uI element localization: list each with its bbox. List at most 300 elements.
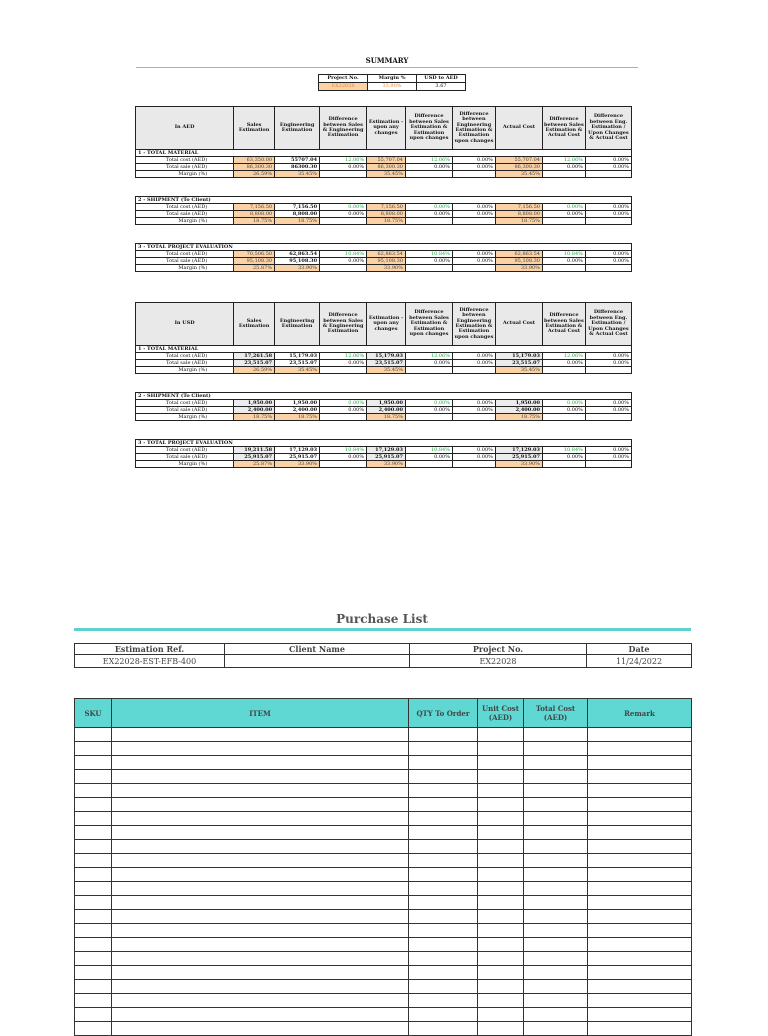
purchase-cell[interactable] bbox=[524, 1008, 588, 1022]
cell-value[interactable]: 0.00% bbox=[585, 211, 631, 218]
purchase-cell[interactable] bbox=[478, 882, 524, 896]
purchase-cell[interactable] bbox=[409, 826, 478, 840]
cell-value[interactable]: 1,950.00 bbox=[367, 400, 406, 407]
cell-value[interactable] bbox=[452, 367, 495, 374]
purchase-cell[interactable] bbox=[409, 798, 478, 812]
cell-value[interactable]: 35.45% bbox=[275, 367, 320, 374]
cell-value[interactable] bbox=[585, 265, 631, 272]
purchase-cell[interactable] bbox=[524, 910, 588, 924]
cell-value[interactable]: 0.00% bbox=[452, 454, 495, 461]
purchase-cell[interactable] bbox=[524, 826, 588, 840]
purchase-cell[interactable] bbox=[524, 728, 588, 742]
cell-value[interactable]: 86300.30 bbox=[275, 164, 320, 171]
purchase-cell[interactable] bbox=[75, 966, 112, 980]
purchase-cell[interactable] bbox=[112, 728, 409, 742]
cell-value[interactable]: 0.00% bbox=[452, 353, 495, 360]
cell-value[interactable]: 33.90% bbox=[367, 461, 406, 468]
purchase-cell[interactable] bbox=[112, 952, 409, 966]
cell-value[interactable]: 10.84% bbox=[405, 251, 452, 258]
cell-value[interactable]: 7,156.50 bbox=[275, 204, 320, 211]
purchase-cell[interactable] bbox=[588, 728, 692, 742]
cell-value[interactable]: 0.00% bbox=[542, 211, 585, 218]
purchase-cell[interactable] bbox=[478, 812, 524, 826]
purchase-cell[interactable] bbox=[75, 952, 112, 966]
cell-value[interactable]: 0.00% bbox=[585, 447, 631, 454]
cell-value[interactable] bbox=[542, 218, 585, 225]
cell-value[interactable]: 0.00% bbox=[585, 454, 631, 461]
purchase-cell[interactable] bbox=[409, 756, 478, 770]
cell-value[interactable]: 26.59% bbox=[234, 171, 275, 178]
cell-value[interactable]: 2,400.00 bbox=[495, 407, 542, 414]
cell-value[interactable]: 0.00% bbox=[585, 407, 631, 414]
cell-value[interactable]: 25.87% bbox=[234, 265, 275, 272]
purchase-cell[interactable] bbox=[588, 896, 692, 910]
cell-value[interactable]: 18.75% bbox=[234, 414, 275, 421]
purchase-cell[interactable] bbox=[112, 798, 409, 812]
cell-value[interactable]: 10.84% bbox=[405, 447, 452, 454]
cell-value[interactable]: 33.90% bbox=[495, 265, 542, 272]
purchase-cell[interactable] bbox=[524, 938, 588, 952]
purchase-cell[interactable] bbox=[75, 728, 112, 742]
cell-value[interactable]: 0.00% bbox=[585, 353, 631, 360]
purchase-cell[interactable] bbox=[75, 854, 112, 868]
cell-value[interactable]: 0.00% bbox=[405, 164, 452, 171]
cell-value[interactable] bbox=[452, 171, 495, 178]
cell-value[interactable]: 12.06% bbox=[320, 157, 367, 164]
purchase-cell[interactable] bbox=[112, 924, 409, 938]
cell-value[interactable]: 0.00% bbox=[405, 204, 452, 211]
cell-value[interactable] bbox=[585, 367, 631, 374]
cell-value[interactable] bbox=[585, 414, 631, 421]
purchase-cell[interactable] bbox=[75, 770, 112, 784]
purchase-cell[interactable] bbox=[588, 980, 692, 994]
purchase-cell[interactable] bbox=[478, 868, 524, 882]
purchase-cell[interactable] bbox=[524, 896, 588, 910]
cell-value[interactable]: 0.00% bbox=[452, 251, 495, 258]
cell-value[interactable] bbox=[320, 265, 367, 272]
cell-value[interactable]: 0.00% bbox=[320, 204, 367, 211]
purchase-cell[interactable] bbox=[409, 728, 478, 742]
cell-value[interactable]: 33.90% bbox=[367, 265, 406, 272]
cell-value[interactable]: 0.00% bbox=[452, 157, 495, 164]
cell-value[interactable]: 33.90% bbox=[275, 461, 320, 468]
purchase-cell[interactable] bbox=[588, 784, 692, 798]
purchase-cell[interactable] bbox=[409, 952, 478, 966]
cell-value[interactable] bbox=[320, 414, 367, 421]
purchase-cell[interactable] bbox=[112, 994, 409, 1008]
purchase-cell[interactable] bbox=[588, 812, 692, 826]
purchase-cell[interactable] bbox=[478, 728, 524, 742]
purchase-cell[interactable] bbox=[112, 770, 409, 784]
purchase-cell[interactable] bbox=[409, 854, 478, 868]
cell-value[interactable]: 18.75% bbox=[367, 218, 406, 225]
cell-value[interactable]: 0.00% bbox=[585, 164, 631, 171]
purchase-cell[interactable] bbox=[588, 840, 692, 854]
cell-value[interactable]: 8,808.00 bbox=[367, 211, 406, 218]
cell-value[interactable]: 15,179.03 bbox=[275, 353, 320, 360]
cell-value[interactable]: 33.90% bbox=[495, 461, 542, 468]
purchase-cell[interactable] bbox=[588, 770, 692, 784]
cell-value[interactable]: 8,808.00 bbox=[234, 211, 275, 218]
cell-value[interactable]: 62,863.54 bbox=[495, 251, 542, 258]
cell-value[interactable]: 12.06% bbox=[405, 353, 452, 360]
purchase-cell[interactable] bbox=[588, 938, 692, 952]
purchase-cell[interactable] bbox=[112, 756, 409, 770]
cell-value[interactable]: 0.00% bbox=[405, 454, 452, 461]
cell-value[interactable]: 35.45% bbox=[367, 171, 406, 178]
purchase-cell[interactable] bbox=[588, 798, 692, 812]
purchase-cell[interactable] bbox=[478, 924, 524, 938]
info-value-project-no[interactable]: EX22028 bbox=[410, 655, 587, 668]
purchase-cell[interactable] bbox=[112, 966, 409, 980]
purchase-cell[interactable] bbox=[75, 826, 112, 840]
purchase-cell[interactable] bbox=[112, 812, 409, 826]
purchase-cell[interactable] bbox=[112, 980, 409, 994]
purchase-cell[interactable] bbox=[409, 966, 478, 980]
cell-value[interactable]: 35.45% bbox=[275, 171, 320, 178]
cell-value[interactable]: 1,950.00 bbox=[234, 400, 275, 407]
purchase-cell[interactable] bbox=[409, 812, 478, 826]
purchase-cell[interactable] bbox=[75, 882, 112, 896]
cell-value[interactable]: 35.45% bbox=[367, 367, 406, 374]
column-header: Difference between Sales Estimation & Estimation upon changes bbox=[405, 303, 452, 346]
purchase-cell[interactable] bbox=[478, 756, 524, 770]
info-value-date[interactable]: 11/24/2022 bbox=[587, 655, 692, 668]
purchase-cell[interactable] bbox=[524, 812, 588, 826]
purchase-cell[interactable] bbox=[409, 924, 478, 938]
purchase-cell[interactable] bbox=[75, 980, 112, 994]
purchase-cell[interactable] bbox=[478, 742, 524, 756]
cell-value[interactable] bbox=[542, 265, 585, 272]
cell-value[interactable]: 23,515.07 bbox=[495, 360, 542, 367]
purchase-cell[interactable] bbox=[478, 840, 524, 854]
cell-value[interactable]: 25,915.07 bbox=[367, 454, 406, 461]
purchase-cell[interactable] bbox=[409, 742, 478, 756]
purchase-cell[interactable] bbox=[75, 784, 112, 798]
purchase-cell[interactable] bbox=[478, 994, 524, 1008]
cell-value[interactable]: 0.00% bbox=[585, 400, 631, 407]
cell-value[interactable]: 23,515.07 bbox=[275, 360, 320, 367]
purchase-cell[interactable] bbox=[409, 770, 478, 784]
purchase-cell[interactable] bbox=[478, 910, 524, 924]
cell-value[interactable]: 0.00% bbox=[320, 400, 367, 407]
cell-value[interactable]: 7,156.50 bbox=[234, 204, 275, 211]
cell-value[interactable] bbox=[542, 367, 585, 374]
cell-value[interactable]: 25,915.07 bbox=[275, 454, 320, 461]
cell-value[interactable]: 0.00% bbox=[542, 258, 585, 265]
cell-value[interactable]: 25.87% bbox=[234, 461, 275, 468]
purchase-cell[interactable] bbox=[409, 784, 478, 798]
cell-value[interactable]: 0.00% bbox=[542, 400, 585, 407]
cell-value[interactable]: 35.45% bbox=[495, 171, 542, 178]
cell-value[interactable] bbox=[452, 218, 495, 225]
cell-value[interactable]: 18.75% bbox=[367, 414, 406, 421]
cell-value[interactable]: 95,108.30 bbox=[367, 258, 406, 265]
purchase-cell[interactable] bbox=[588, 966, 692, 980]
cell-value[interactable]: 0.00% bbox=[320, 454, 367, 461]
purchase-cell[interactable] bbox=[588, 854, 692, 868]
purchase-cell[interactable] bbox=[75, 812, 112, 826]
cell-value[interactable]: 10.84% bbox=[542, 447, 585, 454]
column-header: Engineering Estimation bbox=[275, 303, 320, 346]
cell-value[interactable] bbox=[405, 265, 452, 272]
cell-value[interactable]: 70,506.50 bbox=[234, 251, 275, 258]
cell-value[interactable]: 0.00% bbox=[320, 211, 367, 218]
cell-value[interactable]: 23,515.07 bbox=[234, 360, 275, 367]
cell-value[interactable]: 0.00% bbox=[585, 360, 631, 367]
purchase-cell[interactable] bbox=[75, 798, 112, 812]
cell-value[interactable] bbox=[320, 367, 367, 374]
cell-value[interactable]: 0.00% bbox=[405, 400, 452, 407]
info-value-client-name[interactable] bbox=[225, 655, 410, 668]
purchase-cell[interactable] bbox=[75, 742, 112, 756]
cell-value[interactable]: 18.75% bbox=[234, 218, 275, 225]
cell-value[interactable]: 0.00% bbox=[452, 258, 495, 265]
purchase-cell[interactable] bbox=[588, 756, 692, 770]
cell-value[interactable]: 0.00% bbox=[585, 204, 631, 211]
purchase-cell[interactable] bbox=[75, 896, 112, 910]
purchase-cell[interactable] bbox=[409, 896, 478, 910]
cell-value[interactable] bbox=[585, 218, 631, 225]
cell-value[interactable]: 0.00% bbox=[452, 447, 495, 454]
cell-value[interactable]: 86,300.30 bbox=[495, 164, 542, 171]
cell-value[interactable]: 10.84% bbox=[320, 251, 367, 258]
purchase-cell[interactable] bbox=[409, 938, 478, 952]
purchase-cell[interactable] bbox=[409, 868, 478, 882]
cell-value[interactable]: 0.00% bbox=[320, 258, 367, 265]
purchase-cell[interactable] bbox=[588, 742, 692, 756]
cell-value[interactable]: 12.06% bbox=[405, 157, 452, 164]
cell-value[interactable]: 7,156.50 bbox=[367, 204, 406, 211]
purchase-cell[interactable] bbox=[478, 770, 524, 784]
purchase-list-title: Purchase List bbox=[336, 612, 428, 626]
purchase-cell[interactable] bbox=[478, 938, 524, 952]
cell-value[interactable]: 55707.04 bbox=[275, 157, 320, 164]
cell-value[interactable]: 10.84% bbox=[320, 447, 367, 454]
cell-value[interactable]: 0.00% bbox=[452, 204, 495, 211]
cell-value[interactable]: 62,863.54 bbox=[275, 251, 320, 258]
purchase-cell[interactable] bbox=[478, 826, 524, 840]
cell-value[interactable]: 15,179.03 bbox=[495, 353, 542, 360]
cell-value[interactable]: 0.00% bbox=[452, 164, 495, 171]
cell-value[interactable] bbox=[452, 265, 495, 272]
cell-value[interactable]: 0.00% bbox=[452, 360, 495, 367]
cell-value[interactable]: 7,156.50 bbox=[495, 204, 542, 211]
cell-value[interactable]: 0.00% bbox=[585, 251, 631, 258]
purchase-cell[interactable] bbox=[75, 1008, 112, 1022]
cell-value[interactable]: 86,300.30 bbox=[367, 164, 406, 171]
cell-value[interactable] bbox=[542, 414, 585, 421]
purchase-cell[interactable] bbox=[588, 1008, 692, 1022]
purchase-cell[interactable] bbox=[588, 868, 692, 882]
cell-value[interactable]: 1,950.00 bbox=[495, 400, 542, 407]
cell-value[interactable]: 55,707.04 bbox=[367, 157, 406, 164]
purchase-cell[interactable] bbox=[112, 742, 409, 756]
cell-value[interactable]: 0.00% bbox=[405, 211, 452, 218]
cell-value[interactable] bbox=[585, 171, 631, 178]
cell-value[interactable]: 18.75% bbox=[275, 218, 320, 225]
cell-value[interactable]: 18.75% bbox=[275, 414, 320, 421]
cell-value[interactable] bbox=[542, 171, 585, 178]
cell-value[interactable]: 25,915.07 bbox=[495, 454, 542, 461]
purchase-cell[interactable] bbox=[478, 966, 524, 980]
purchase-cell[interactable] bbox=[75, 840, 112, 854]
purchase-cell[interactable] bbox=[524, 994, 588, 1008]
cell-value[interactable] bbox=[542, 461, 585, 468]
cell-value[interactable]: 95,108.30 bbox=[234, 258, 275, 265]
cell-value[interactable]: 1,950.00 bbox=[275, 400, 320, 407]
purchase-cell[interactable] bbox=[478, 896, 524, 910]
purchase-cell[interactable] bbox=[478, 798, 524, 812]
purchase-row bbox=[75, 980, 692, 994]
purchase-cell[interactable] bbox=[524, 966, 588, 980]
cell-value[interactable] bbox=[320, 218, 367, 225]
cell-value[interactable]: 0.00% bbox=[542, 407, 585, 414]
purchase-cell[interactable] bbox=[478, 980, 524, 994]
purchase-cell[interactable] bbox=[409, 882, 478, 896]
cell-value[interactable]: 95,108.30 bbox=[275, 258, 320, 265]
cell-value[interactable]: 0.00% bbox=[320, 164, 367, 171]
purchase-cell[interactable] bbox=[524, 784, 588, 798]
cell-value[interactable]: 17,129.03 bbox=[495, 447, 542, 454]
purchase-cell[interactable] bbox=[478, 952, 524, 966]
cell-value[interactable]: 0.00% bbox=[542, 454, 585, 461]
purchase-cell[interactable] bbox=[524, 868, 588, 882]
purchase-cell[interactable] bbox=[112, 854, 409, 868]
purchase-cell[interactable] bbox=[75, 924, 112, 938]
cell-value[interactable]: 0.00% bbox=[320, 360, 367, 367]
purchase-cell[interactable] bbox=[588, 882, 692, 896]
cell-value[interactable]: 0.00% bbox=[405, 360, 452, 367]
cell-value[interactable]: 17,129.03 bbox=[367, 447, 406, 454]
purchase-cell[interactable] bbox=[478, 784, 524, 798]
purchase-cell[interactable] bbox=[112, 896, 409, 910]
purchase-cell[interactable] bbox=[112, 840, 409, 854]
cell-value[interactable]: 62,863.54 bbox=[367, 251, 406, 258]
cell-value[interactable]: 2,400.00 bbox=[275, 407, 320, 414]
purchase-cell[interactable] bbox=[75, 938, 112, 952]
cell-value[interactable] bbox=[405, 414, 452, 421]
purchase-cell[interactable] bbox=[112, 868, 409, 882]
cell-value[interactable]: 17,261.58 bbox=[234, 353, 275, 360]
purchase-cell[interactable] bbox=[588, 952, 692, 966]
cell-value[interactable]: 2,400.00 bbox=[367, 407, 406, 414]
purchase-cell[interactable] bbox=[588, 994, 692, 1008]
purchase-cell[interactable] bbox=[112, 910, 409, 924]
cell-value[interactable]: 35.45% bbox=[495, 367, 542, 374]
cell-value[interactable]: 0.00% bbox=[405, 258, 452, 265]
cell-value[interactable]: 33.90% bbox=[275, 265, 320, 272]
purchase-cell[interactable] bbox=[112, 938, 409, 952]
cell-value[interactable]: 19,211.58 bbox=[234, 447, 275, 454]
purchase-cell[interactable] bbox=[75, 868, 112, 882]
purchase-cell[interactable] bbox=[588, 826, 692, 840]
cell-value[interactable] bbox=[585, 461, 631, 468]
cell-value[interactable]: 0.00% bbox=[542, 360, 585, 367]
cell-value[interactable]: 0.00% bbox=[542, 204, 585, 211]
info-header-client-name: Client Name bbox=[225, 644, 410, 655]
cell-value[interactable]: 12.06% bbox=[542, 353, 585, 360]
purchase-cell[interactable] bbox=[75, 910, 112, 924]
purchase-cell[interactable] bbox=[409, 840, 478, 854]
cell-value[interactable] bbox=[405, 367, 452, 374]
purchase-cell[interactable] bbox=[112, 784, 409, 798]
cell-value[interactable]: 18.75% bbox=[495, 414, 542, 421]
cell-value[interactable] bbox=[452, 461, 495, 468]
cell-value[interactable]: 63,350.00 bbox=[234, 157, 275, 164]
cell-value[interactable]: 8,808.00 bbox=[275, 211, 320, 218]
row-label: Margin (%) bbox=[136, 218, 234, 225]
purchase-cell[interactable] bbox=[409, 994, 478, 1008]
purchase-cell[interactable] bbox=[524, 742, 588, 756]
cell-value[interactable]: 55,707.04 bbox=[495, 157, 542, 164]
cell-value[interactable]: 86,300.30 bbox=[234, 164, 275, 171]
cell-value[interactable]: 17,129.03 bbox=[275, 447, 320, 454]
cell-value[interactable]: 0.00% bbox=[405, 407, 452, 414]
cell-value[interactable]: 0.00% bbox=[585, 258, 631, 265]
purchase-cell[interactable] bbox=[524, 882, 588, 896]
row-label: Total cost (AED) bbox=[136, 353, 234, 360]
cell-value[interactable] bbox=[405, 171, 452, 178]
cell-value[interactable]: 0.00% bbox=[585, 157, 631, 164]
cell-value[interactable] bbox=[320, 171, 367, 178]
cell-value[interactable]: 0.00% bbox=[320, 407, 367, 414]
purchase-cell[interactable] bbox=[524, 798, 588, 812]
cell-value[interactable] bbox=[405, 218, 452, 225]
cell-value[interactable]: 0.00% bbox=[452, 211, 495, 218]
cell-value[interactable]: 95,108.30 bbox=[495, 258, 542, 265]
purchase-cell[interactable] bbox=[112, 826, 409, 840]
info-value-estimation-ref[interactable]: EX22028-EST-EFB-400 bbox=[75, 655, 225, 668]
cell-value[interactable]: 12.06% bbox=[542, 157, 585, 164]
cell-value[interactable]: 2,400.00 bbox=[234, 407, 275, 414]
purchase-cell[interactable] bbox=[524, 854, 588, 868]
cell-value[interactable]: 23,515.07 bbox=[367, 360, 406, 367]
purchase-cell[interactable] bbox=[409, 910, 478, 924]
cell-value[interactable]: 10.84% bbox=[542, 251, 585, 258]
cell-value[interactable]: 0.00% bbox=[452, 400, 495, 407]
purchase-cell[interactable] bbox=[112, 1008, 409, 1022]
purchase-cell[interactable] bbox=[524, 770, 588, 784]
purchase-cell[interactable] bbox=[409, 1008, 478, 1022]
purchase-cell[interactable] bbox=[524, 756, 588, 770]
purchase-cell[interactable] bbox=[524, 980, 588, 994]
purchase-cell[interactable] bbox=[75, 994, 112, 1008]
cell-value[interactable]: 26.59% bbox=[234, 367, 275, 374]
cell-value[interactable] bbox=[405, 461, 452, 468]
purchase-cell[interactable] bbox=[524, 952, 588, 966]
cell-value[interactable] bbox=[320, 461, 367, 468]
purchase-cell[interactable] bbox=[478, 854, 524, 868]
cell-value[interactable]: 25,915.07 bbox=[234, 454, 275, 461]
cell-value[interactable]: 15,179.03 bbox=[367, 353, 406, 360]
cell-value[interactable]: 0.00% bbox=[452, 407, 495, 414]
purchase-cell[interactable] bbox=[588, 924, 692, 938]
purchase-cell[interactable] bbox=[112, 882, 409, 896]
cell-value[interactable] bbox=[452, 414, 495, 421]
purchase-cell[interactable] bbox=[588, 910, 692, 924]
purchase-cell[interactable] bbox=[409, 980, 478, 994]
purchase-cell[interactable] bbox=[75, 756, 112, 770]
table-row bbox=[136, 258, 632, 265]
cell-value[interactable]: 0.00% bbox=[542, 164, 585, 171]
purchase-cell[interactable] bbox=[524, 924, 588, 938]
purchase-cell[interactable] bbox=[478, 1008, 524, 1022]
purchase-cell[interactable] bbox=[524, 840, 588, 854]
cell-value[interactable]: 18.75% bbox=[495, 218, 542, 225]
cell-value[interactable]: 12.06% bbox=[320, 353, 367, 360]
cell-value[interactable]: 8,808.00 bbox=[495, 211, 542, 218]
